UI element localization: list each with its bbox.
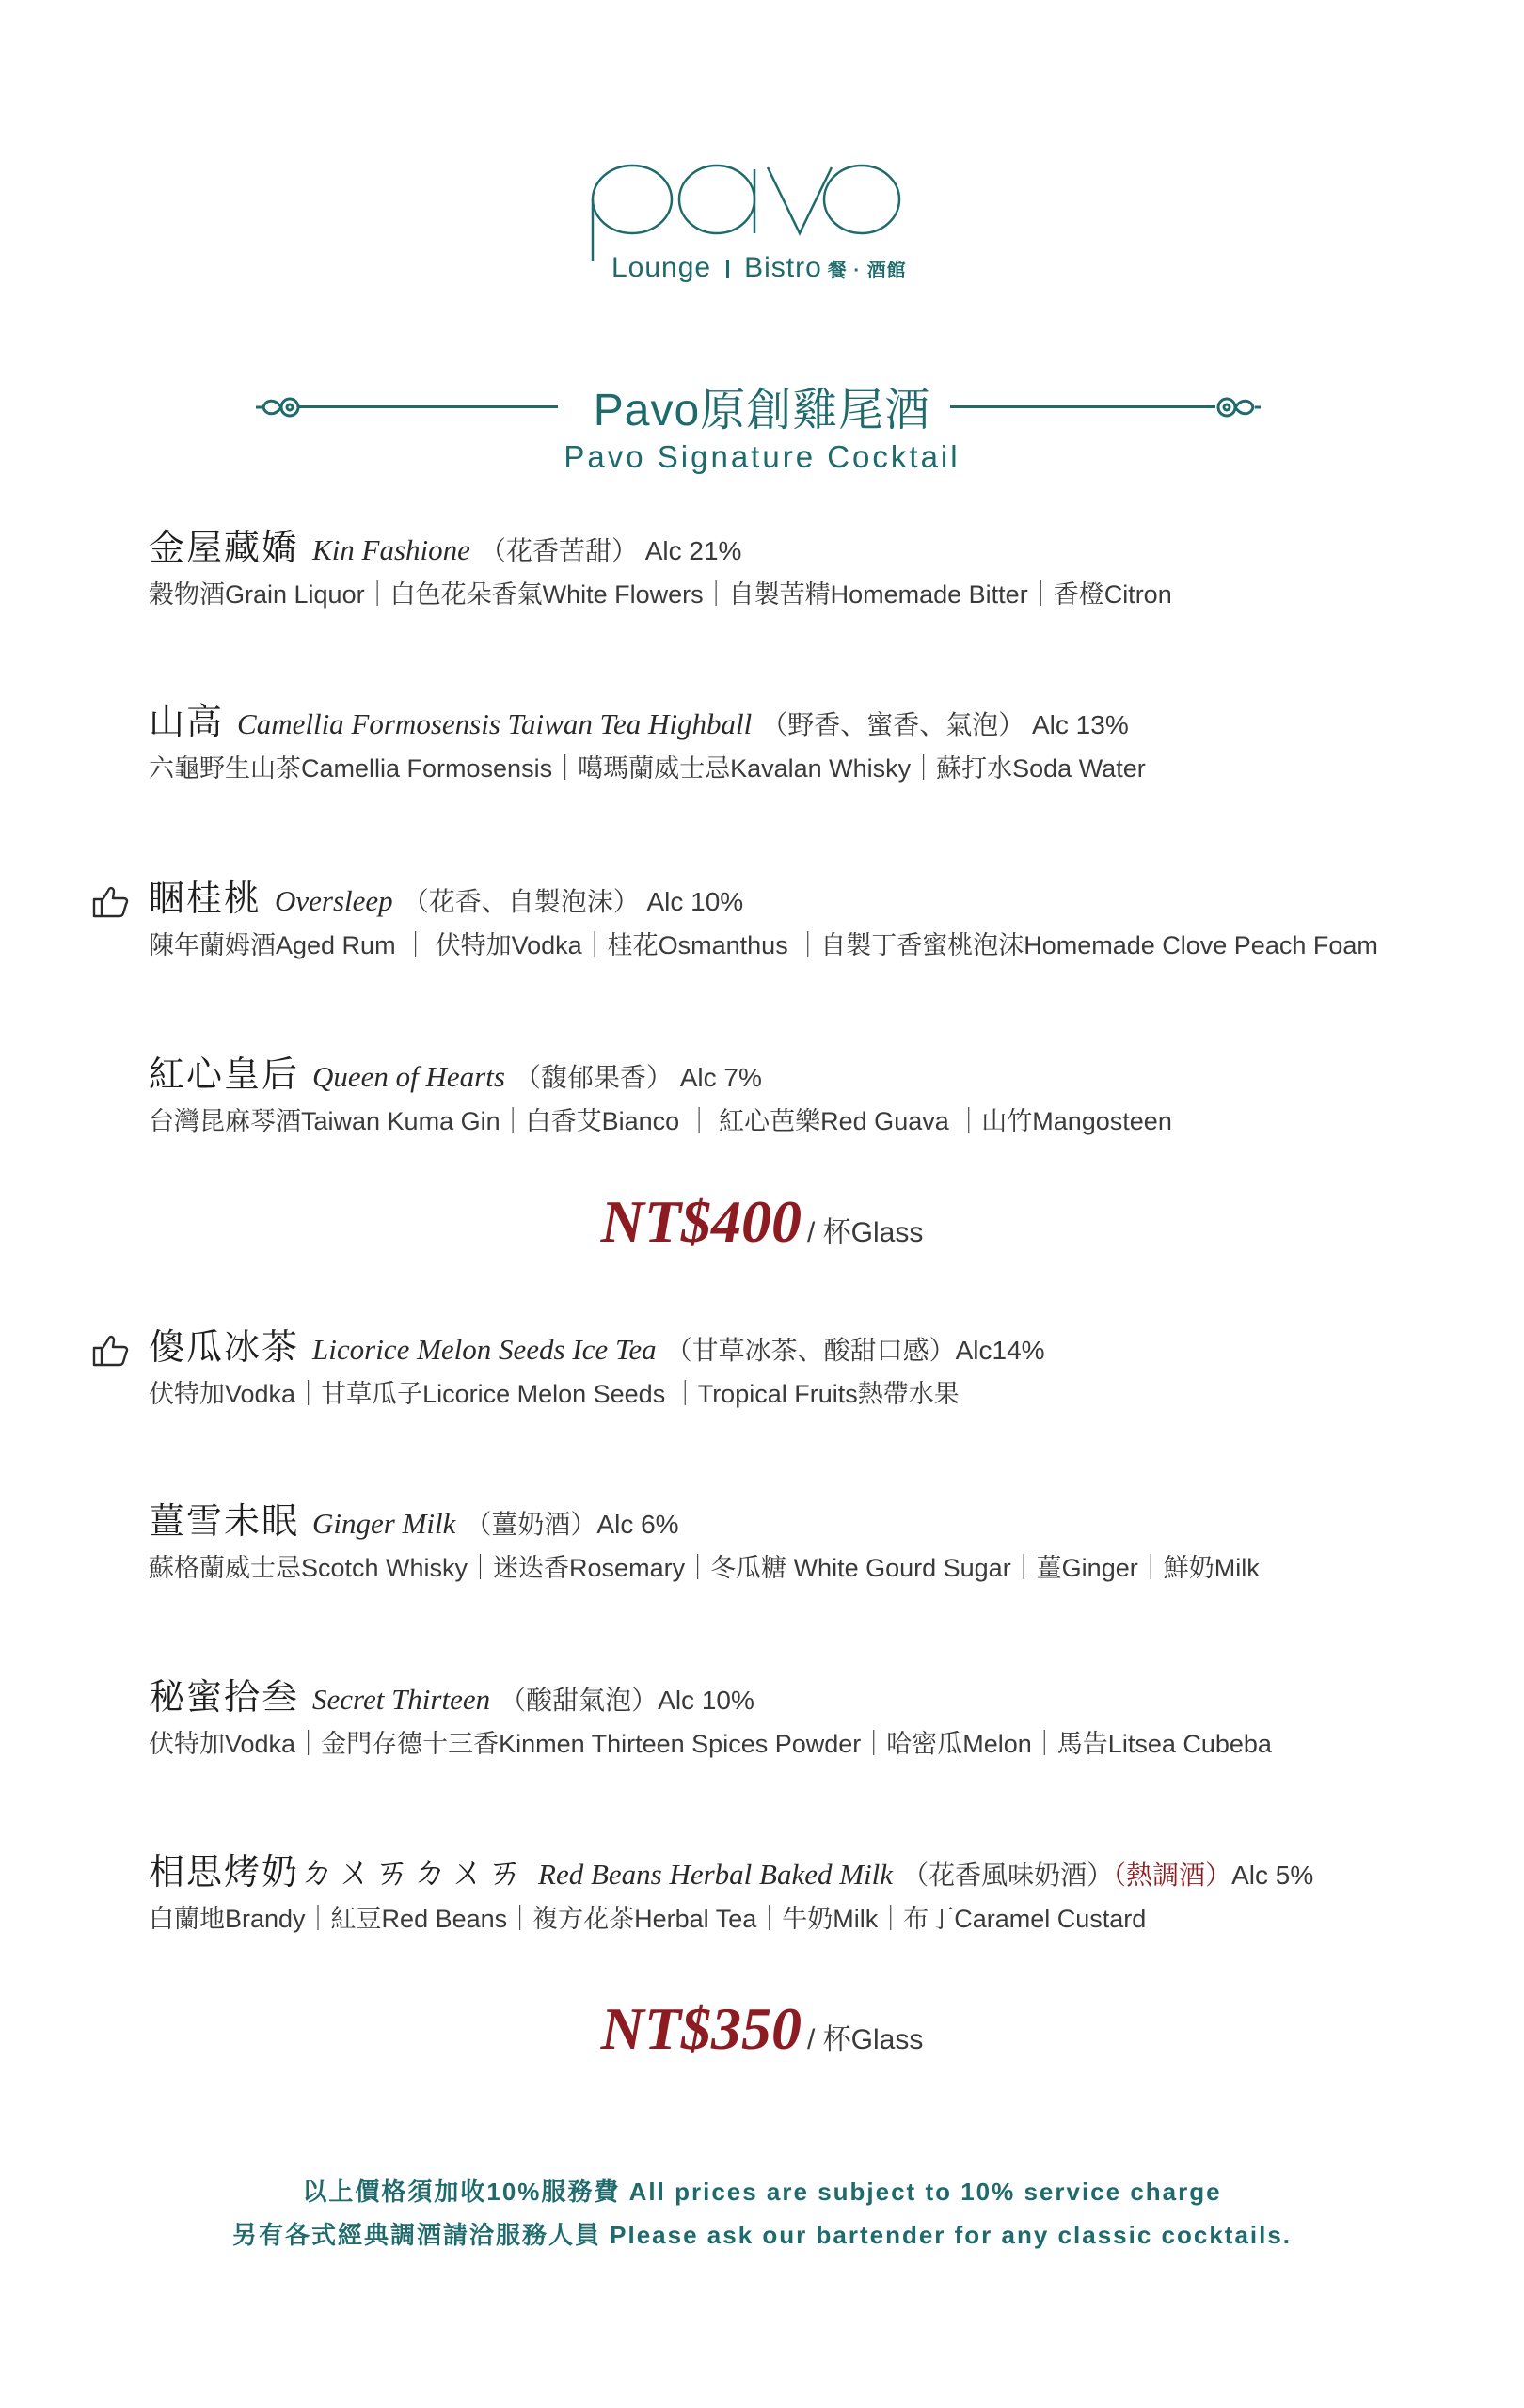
item-title-line xyxy=(149,701,1484,744)
item-alc: Alc 10% xyxy=(658,1686,754,1715)
item-name-en: Ginger Milk xyxy=(312,1507,456,1540)
item-name-en: Camellia Formosensis Taiwan Tea Highball xyxy=(237,707,753,740)
item-notes: （野香、蜜香、氣泡） xyxy=(761,710,1025,739)
item-title-line xyxy=(149,1851,1484,1894)
logo-divider xyxy=(726,260,729,278)
item-name-cn: 金屋藏嬌 xyxy=(149,529,300,568)
thumbs-up-icon xyxy=(92,885,130,919)
price-amount: NT$350 xyxy=(600,1995,802,2062)
item-name-cn: 紅心皇后 xyxy=(149,1055,300,1095)
section-header xyxy=(0,372,1524,484)
item-notes: （薑奶酒） xyxy=(465,1510,597,1539)
item-alc: Alc14% xyxy=(955,1336,1045,1365)
item-name-en: Red Beans Herbal Baked Milk xyxy=(538,1858,894,1891)
item-alc: Alc 5% xyxy=(1231,1861,1314,1890)
logo-bistro: Bistro xyxy=(744,252,822,283)
item-name-en: Secret Thirteen xyxy=(312,1683,491,1716)
menu-item xyxy=(149,1676,1484,1763)
item-alc: Alc 13% xyxy=(1032,710,1129,739)
price-amount: NT$400 xyxy=(600,1188,802,1255)
item-notes: （酸甜氣泡） xyxy=(500,1686,659,1715)
item-ingredients: 蘇格蘭威士忌Scotch Whisky｜迷迭香Rosemary｜冬瓜糖 White Gourd Sugar｜薑Ginger｜鮮奶Milk xyxy=(149,1554,1260,1582)
menu-item xyxy=(149,1326,1484,1413)
item-ingredients: 陳年蘭姆酒Aged Rum ｜ 伏特加Vodka｜桂花Osmanthus ｜自製丁香蜜桃泡沫Homemade Clove Peach Foam xyxy=(149,931,1378,959)
logo-cn: 餐 · 酒館 xyxy=(827,261,907,281)
menu-item xyxy=(149,878,1484,964)
item-name-cn: 薑雪未眠 xyxy=(149,1502,300,1542)
item-title-line xyxy=(149,1676,1484,1719)
item-title-line xyxy=(149,527,1484,570)
menu-item xyxy=(149,527,1484,613)
item-name-en: Oversleep xyxy=(275,884,393,917)
price-tag xyxy=(0,1994,1524,2064)
price-tag xyxy=(0,1187,1524,1257)
item-notes: （馥郁果香） xyxy=(514,1063,673,1092)
item-title-line xyxy=(149,1054,1484,1097)
logo-mark xyxy=(583,160,903,263)
thumbs-up-icon xyxy=(92,1334,130,1368)
menu-item xyxy=(149,1500,1484,1587)
footer-service-charge: 以上價格須加收10%服務費 All prices are subject to 10% service charge xyxy=(302,2178,1222,2206)
menu-item xyxy=(149,1054,1484,1140)
price-unit: / 杯Glass xyxy=(806,1217,924,1248)
footer-classic-cocktails: 另有各式經典調酒請洽服務人員 Please ask our bartender for any classic cocktails. xyxy=(231,2221,1293,2249)
item-ingredients: 伏特加Vodka｜金門存德十三香Kinmen Thirteen Spices Powder｜哈密瓜Melon｜馬告Litsea Cubeba xyxy=(149,1730,1272,1758)
menu-item xyxy=(149,1851,1484,1938)
item-ingredients: 伏特加Vodka｜甘草瓜子Licorice Melon Seeds ｜Tropical Fruits熱帶水果 xyxy=(149,1380,960,1408)
item-name-en: Kin Fashione xyxy=(312,533,470,566)
item-name-cn: 相思烤奶ㄉㄨㄞㄉㄨㄞ xyxy=(149,1853,526,1893)
item-notes: （甘草冰茶、酸甜口感） xyxy=(665,1336,956,1365)
section-title-cn: Pavo原創雞尾酒 xyxy=(593,386,931,436)
item-ingredients: 穀物酒Grain Liquor｜白色花朵香氣White Flowers｜自製苦精Homemade Bitter｜香橙Citron xyxy=(149,580,1172,609)
item-title-line xyxy=(149,1500,1484,1544)
logo-lounge: Lounge xyxy=(611,252,712,283)
item-name-en: Queen of Hearts xyxy=(312,1060,505,1093)
item-alc: Alc 21% xyxy=(644,536,742,565)
item-alc: Alc 10% xyxy=(646,887,744,916)
item-title-line xyxy=(149,878,1484,921)
item-title-line xyxy=(149,1326,1484,1370)
item-name-cn: 山高 xyxy=(149,703,225,742)
item-alc: Alc 7% xyxy=(679,1063,762,1092)
right-ornament-icon xyxy=(1214,390,1261,424)
item-notes: （花香、自製泡沫） xyxy=(402,887,640,916)
item-ingredients: 六龜野生山茶Camellia Formosensis｜噶瑪蘭威士忌Kavalan Whisky｜蘇打水Soda Water xyxy=(149,754,1146,783)
item-notes: （花香風味奶酒） xyxy=(902,1861,1114,1890)
item-name-cn: 傻瓜冰茶 xyxy=(149,1328,300,1368)
item-name-cn: 秘蜜拾叁 xyxy=(149,1678,300,1718)
item-alc: Alc 6% xyxy=(596,1510,679,1539)
item-ingredients: 台灣昆麻琴酒Taiwan Kuma Gin｜白香艾Bianco ｜ 紅心芭樂Red Guava ｜山竹Mangosteen xyxy=(149,1107,1172,1135)
menu-item xyxy=(149,701,1484,787)
item-name-en: Licorice Melon Seeds Ice Tea xyxy=(312,1333,657,1366)
logo-subtitle xyxy=(611,252,907,284)
item-hot-label: （熱調酒） xyxy=(1113,1861,1232,1890)
right-rule xyxy=(950,405,1215,408)
item-notes: （花香苦甜） xyxy=(479,536,638,565)
item-name-cn: 睏桂桃 xyxy=(149,879,262,919)
price-unit: / 杯Glass xyxy=(806,2024,924,2055)
section-title-en: Pavo Signature Cocktail xyxy=(564,439,960,474)
item-ingredients: 白蘭地Brandy｜紅豆Red Beans｜複方花茶Herbal Tea｜牛奶Milk｜布丁Caramel Custard xyxy=(149,1905,1147,1933)
